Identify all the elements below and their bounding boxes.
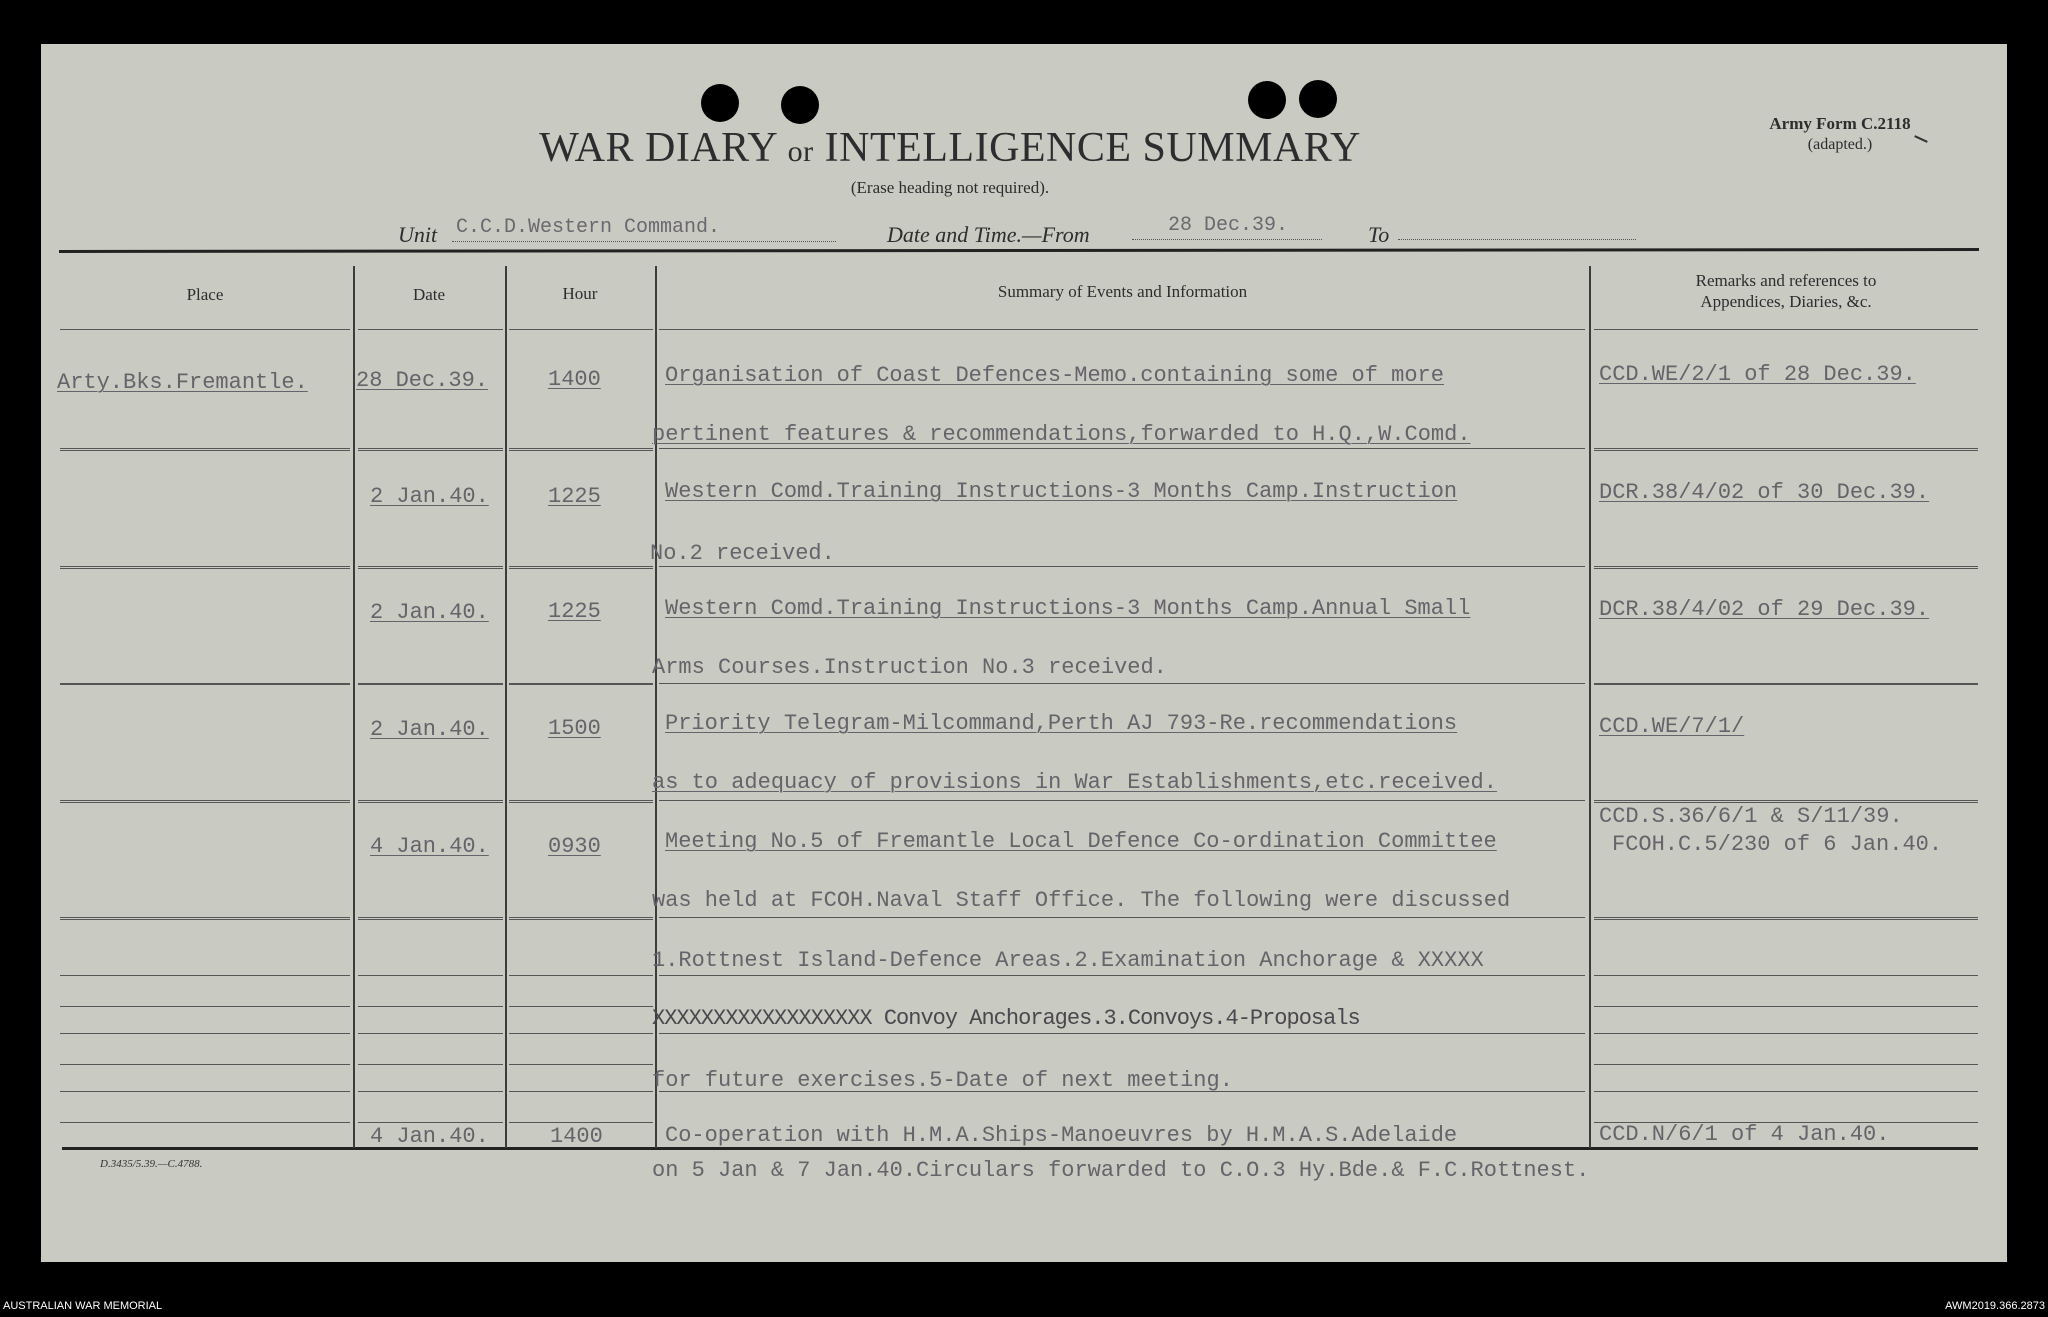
header-hour: Hour <box>562 284 598 303</box>
entry-5-summary-line3: 1.Rottnest Island-Defence Areas.2.Examination Anchorage & XXXXX <box>652 948 1484 973</box>
header-remarks <box>1595 270 1977 312</box>
column-divider-date-hour <box>505 266 507 1148</box>
ruled-line <box>358 448 503 449</box>
entry-2-remarks: DCR.38/4/02 of 30 Dec.39. <box>1599 480 1930 505</box>
ruled-line <box>60 568 350 569</box>
entry-6-summary-line1: Co-operation with H.M.A.Ships-Manoeuvres by H.M.A.S.Adelaide <box>665 1123 1458 1148</box>
ruled-line <box>509 566 653 567</box>
entry-5-summary-line1: Meeting No.5 of Fremantle Local Defence Co-ordination Committee <box>665 829 1497 854</box>
ruled-line <box>1594 1091 1978 1092</box>
entry-5-summary-line2: was held at FCOH.Naval Staff Office. The following were discussed <box>652 888 1511 913</box>
ruled-line <box>1594 802 1978 803</box>
ruled-line <box>60 1091 350 1092</box>
ruled-line <box>659 975 1585 976</box>
ruled-line <box>509 800 653 801</box>
ruled-line <box>1594 919 1978 920</box>
ruled-line <box>509 917 653 918</box>
ruled-line <box>1594 566 1978 567</box>
army-form-number: Army Form C.2118 <box>1769 114 1911 133</box>
ruled-line <box>358 1122 503 1123</box>
ruled-line <box>1594 1033 1978 1034</box>
entry-1-summary-line1: Organisation of Coast Defences-Memo.containing some of more <box>665 363 1444 388</box>
ruled-line <box>358 684 503 685</box>
punch-hole-1 <box>701 84 739 122</box>
entry-4-hour: 1500 <box>548 716 601 741</box>
entry-3-summary-line1: Western Comd.Training Instructions-3 Months Camp.Annual Small <box>665 596 1471 621</box>
ruled-line <box>60 917 350 918</box>
ruled-line <box>358 1006 503 1007</box>
ruled-line <box>659 917 1585 918</box>
ruled-line <box>659 1033 1585 1034</box>
header-date: Date <box>412 285 446 304</box>
ruled-line <box>659 683 1585 684</box>
entry-1-place: Arty.Bks.Fremantle. <box>57 370 308 395</box>
entry-5-date: 4 Jan.40. <box>370 834 489 859</box>
ruled-line <box>358 450 503 451</box>
ruled-line <box>1594 450 1978 451</box>
ruled-line <box>60 1006 350 1007</box>
entry-4-date: 2 Jan.40. <box>370 717 489 742</box>
ruled-line <box>60 1122 350 1123</box>
ruled-line <box>60 800 350 801</box>
form-title <box>400 124 1500 172</box>
ruled-line <box>509 1006 653 1007</box>
ruled-line <box>358 568 503 569</box>
ruled-line <box>60 450 350 451</box>
ruled-line <box>60 448 350 449</box>
ruled-line <box>358 329 503 330</box>
ruled-line <box>60 802 350 803</box>
entry-2-summary-line2: No.2 received. <box>650 541 835 566</box>
entry-2-summary-line1: Western Comd.Training Instructions-3 Months Camp.Instruction <box>665 479 1458 504</box>
ruled-line <box>1594 1006 1978 1007</box>
header-remarks-line1: Remarks and references to <box>1695 271 1877 290</box>
erase-note: (Erase heading not required). <box>850 178 1050 197</box>
ruled-line <box>358 800 503 801</box>
ruled-line <box>358 1064 503 1065</box>
ruled-line <box>509 1122 653 1123</box>
army-form-label <box>1710 113 1970 155</box>
ruled-line <box>358 917 503 918</box>
title-war-diary: WAR DIARY <box>539 125 777 171</box>
punch-hole-2 <box>781 86 819 124</box>
ruled-line <box>509 329 653 330</box>
ruled-line <box>509 919 653 920</box>
ruled-line <box>659 800 1585 801</box>
punch-hole-3 <box>1248 81 1286 119</box>
ruled-line <box>659 329 1585 330</box>
entry-1-remarks: CCD.WE/2/1 of 28 Dec.39. <box>1599 362 1916 387</box>
ruled-line <box>60 566 350 567</box>
entry-6-date: 4 Jan.40. <box>370 1124 489 1149</box>
entry-5-remarks-line1: CCD.S.36/6/1 & S/11/39. <box>1599 804 1903 829</box>
ruled-line <box>509 448 653 449</box>
entry-3-hour: 1225 <box>548 599 601 624</box>
entry-2-hour: 1225 <box>548 484 601 509</box>
ruled-line <box>509 568 653 569</box>
entry-6-summary-line2: on 5 Jan & 7 Jan.40.Circulars forwarded to C.O.3 Hy.Bde.& F.C.Rottnest. <box>652 1158 1590 1183</box>
ruled-line <box>358 802 503 803</box>
ruled-line <box>509 1064 653 1065</box>
ruled-line <box>509 684 653 685</box>
to-date-field <box>1398 214 1636 240</box>
entry-1-summary-line2: pertinent features & recommendations,forwarded to H.Q.,W.Comd. <box>652 422 1471 447</box>
entry-4-remarks: CCD.WE/7/1/ <box>1599 714 1745 739</box>
ruled-line <box>509 1033 653 1034</box>
entry-5-remarks-line2: FCOH.C.5/230 of 6 Jan.40. <box>1612 832 1943 857</box>
ruled-line <box>358 1033 503 1034</box>
ruled-line <box>60 919 350 920</box>
form-print-code: D.3435/5.39.—C.4788. <box>100 1158 203 1170</box>
to-label: To <box>1368 222 1390 247</box>
entry-2-date: 2 Jan.40. <box>370 484 489 509</box>
entry-3-summary-line2: Arms Courses.Instruction No.3 received. <box>652 655 1167 680</box>
entry-5-summary-line4: XXXXXXXXXXXXXXXXXX Convoy Anchorages.3.Convoys.4-Proposals <box>652 1006 1360 1031</box>
ruled-line <box>509 450 653 451</box>
unit-label: Unit <box>398 222 438 247</box>
ruled-line <box>1594 448 1978 449</box>
archive-reference: AWM2019.366.2873 <box>1945 1300 2045 1312</box>
entry-6-hour: 1400 <box>550 1124 603 1149</box>
ruled-line <box>1594 917 1978 918</box>
ruled-line <box>1594 684 1978 685</box>
entry-4-summary-line2: as to adequacy of provisions in War Establishments,etc.received. <box>652 770 1497 795</box>
column-divider-place-date <box>353 266 355 1148</box>
punch-hole-4 <box>1299 80 1337 118</box>
header-place: Place <box>186 285 224 304</box>
ruled-line <box>1594 1064 1978 1065</box>
ruled-line <box>60 1064 350 1065</box>
entry-5-summary-line5: for future exercises.5-Date of next meeting. <box>652 1068 1233 1093</box>
ruled-line <box>1594 975 1978 976</box>
entry-5-hour: 0930 <box>548 834 601 859</box>
ruled-line <box>509 975 653 976</box>
ruled-line <box>60 684 350 685</box>
entry-1-date: 28 Dec.39. <box>356 368 489 393</box>
header-summary: Summary of Events and Information <box>997 282 1248 301</box>
title-or: or <box>787 135 814 168</box>
ruled-line <box>358 919 503 920</box>
unit-field: C.C.D.Western Command. <box>452 216 836 242</box>
date-time-label: Date and Time.—From <box>887 222 1090 247</box>
ruled-line <box>1594 568 1978 569</box>
from-date-field: 28 Dec.39. <box>1132 214 1322 240</box>
ruled-line <box>60 975 350 976</box>
ruled-line <box>358 975 503 976</box>
entry-1-hour: 1400 <box>548 367 601 392</box>
ruled-line <box>358 566 503 567</box>
ruled-line <box>509 802 653 803</box>
entry-4-summary-line1: Priority Telegram-Milcommand,Perth AJ 793-Re.recommendations <box>665 711 1458 736</box>
entry-6-remarks: CCD.N/6/1 of 4 Jan.40. <box>1599 1122 1890 1147</box>
archive-credit: AUSTRALIAN WAR MEMORIAL <box>3 1300 163 1312</box>
ruled-line <box>60 1033 350 1034</box>
ruled-line <box>509 1091 653 1092</box>
ruled-line <box>358 1091 503 1092</box>
entry-3-remarks: DCR.38/4/02 of 29 Dec.39. <box>1599 597 1930 622</box>
ruled-line <box>659 448 1585 449</box>
header-remarks-line2: Appendices, Diaries, &c. <box>1700 292 1872 311</box>
column-divider-summary-remarks <box>1589 266 1591 1148</box>
army-form-adapted: (adapted.) <box>1807 136 1873 153</box>
ruled-line <box>1594 800 1978 801</box>
ruled-line <box>60 329 350 330</box>
ruled-line <box>1594 329 1978 330</box>
title-intelligence-summary: INTELLIGENCE SUMMARY <box>824 125 1361 171</box>
entry-3-date: 2 Jan.40. <box>370 600 489 625</box>
